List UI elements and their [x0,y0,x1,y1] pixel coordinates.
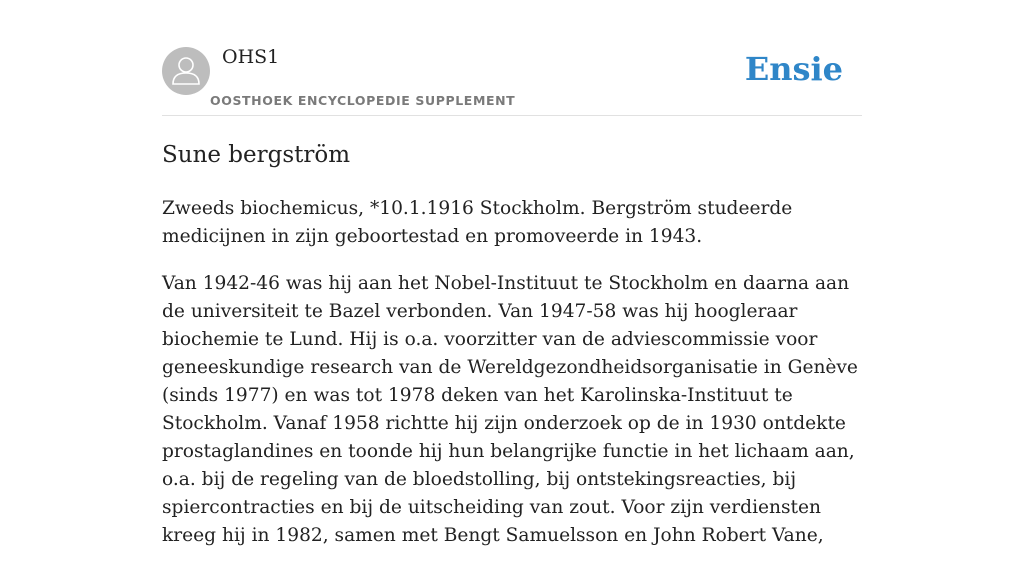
article-paragraph: Zweeds biochemicus, *10.1.1916 Stockholm. Bergström studeerde medicijnen in zijn geboortestad en promoveerde in 1943. [162,198,793,247]
header [162,0,862,116]
article-title: Sune bergström [162,142,351,168]
author-name[interactable]: OHS1 [222,46,280,68]
source-label[interactable]: OOSTHOEK ENCYCLOPEDIE SUPPLEMENT [210,93,516,108]
user-icon [162,47,210,95]
brand-logo[interactable]: Ensie [744,50,843,88]
avatar[interactable] [162,47,210,95]
article-paragraph: Van 1942-46 was hij aan het Nobel-Instituut te Stockholm en daarna aan de universiteit te Bazel verbonden. Van 1947-58 was hij hoogleraar biochemie te Lund. Hij is o.a. voorzitter van de adviescommissie voor geneeskundige research van de Wereldgezondheidsorganisatie in Genève (sinds 1977) en was tot 1978 deken van het Karolinska-Instituut te Stockholm. Vanaf 1958 richtte hij zijn onderzoek op de in 1930 ontdekte prostaglandines en toonde hij hun belangrijke functie in het lichaam aan, o.a. bij de regeling van de bloedstolling, bij ontstekingsreacties, bij spiercontracties en bij de uitscheiding van zout. Voor zijn verdiensten kreeg hij in 1982, samen met Bengt Samuelsson en John Robert Vane, [162,273,858,546]
article [162,136,862,569]
